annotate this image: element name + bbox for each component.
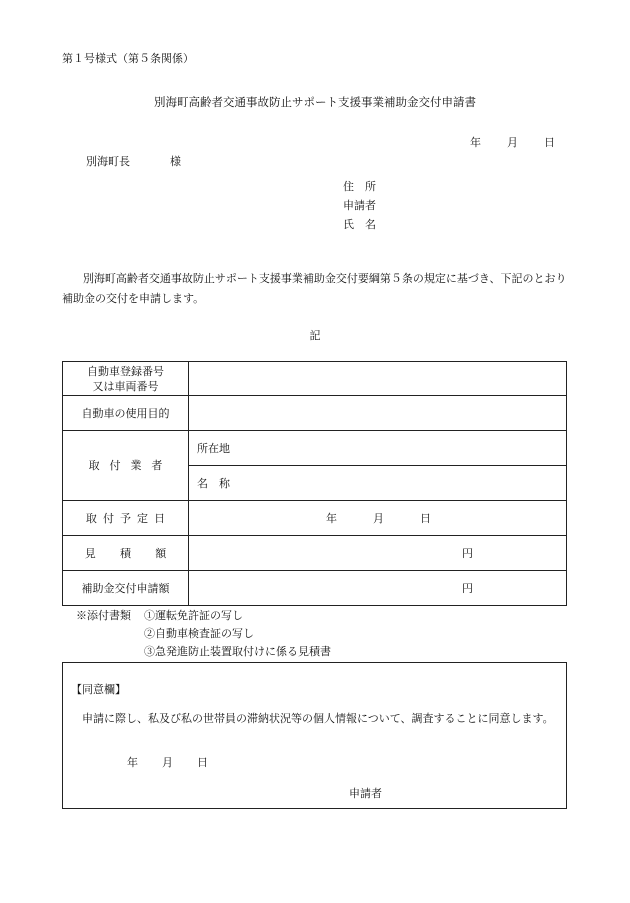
document-title: 別海町高齢者交通事故防止サポート支援事業補助金交付申請書 <box>154 95 476 109</box>
installer-name-field[interactable] <box>189 466 567 501</box>
consent-year: 年 <box>127 756 138 769</box>
subsidy-amount-label: 補助金交付申請額 <box>63 571 189 606</box>
applicant-label: 申請者 <box>343 199 376 212</box>
table-row <box>63 571 567 606</box>
application-table <box>62 361 567 606</box>
table-row <box>63 396 567 431</box>
consent-text: 申請に際し、私及び私の世帯員の滞納状況等の個人情報について、調査することに同意します。 <box>82 712 554 725</box>
table-row <box>63 501 567 536</box>
consent-heading: 【同意欄】 <box>71 683 126 696</box>
consent-day: 日 <box>197 756 208 769</box>
installer-address-field[interactable] <box>189 431 567 466</box>
attachments-heading: ※添付書類 <box>76 609 131 622</box>
date-year: 年 <box>470 136 481 149</box>
consent-date <box>127 754 208 770</box>
estimate-unit: 円 <box>462 547 473 560</box>
install-month: 月 <box>373 512 384 525</box>
table-row <box>63 362 567 396</box>
usage-purpose-field[interactable] <box>189 396 567 431</box>
subsidy-amount-unit: 円 <box>462 582 473 595</box>
install-day: 日 <box>420 512 431 525</box>
installer-label: 取付業者 <box>63 431 189 501</box>
vehicle-number-label: 自動車登録番号 又は車両番号 <box>63 362 189 396</box>
estimate-label: 見 積 額 <box>63 536 189 571</box>
install-year: 年 <box>326 512 337 525</box>
applicant-name-label: 氏 名 <box>343 218 376 231</box>
consent-applicant-label: 申請者 <box>349 787 382 800</box>
body-text: 別海町高齢者交通事故防止サポート支援事業補助金交付要綱第５条の規定に基づき、下記のとおり補助金の交付を申請します。 <box>62 272 567 305</box>
consent-month: 月 <box>162 756 173 769</box>
install-date-label: 取付予定日 <box>63 501 189 536</box>
install-date-field[interactable] <box>189 501 567 536</box>
attachments-list-2 <box>76 625 254 643</box>
installer-name-label: 名 称 <box>197 477 230 490</box>
attachments-list <box>76 607 243 625</box>
table-row <box>63 431 567 466</box>
vehicle-number-field[interactable] <box>189 362 567 396</box>
applicant-address-label: 住 所 <box>343 180 376 193</box>
estimate-field[interactable] <box>189 536 567 571</box>
attachment-item: ③急発進防止装置取付けに係る見積書 <box>144 645 331 658</box>
attachment-item: ②自動車検査証の写し <box>144 627 254 640</box>
usage-purpose-label: 自動車の使用目的 <box>63 396 189 431</box>
installer-address-label: 所在地 <box>197 442 230 455</box>
form-number: 第１号様式（第５条関係） <box>62 52 194 65</box>
ki-heading: 記 <box>309 329 321 342</box>
attachments-list-3 <box>76 643 331 661</box>
date-line <box>470 134 555 150</box>
consent-box <box>62 662 567 809</box>
table-row <box>63 536 567 571</box>
addressee <box>86 153 181 169</box>
subsidy-amount-field[interactable] <box>189 571 567 606</box>
addressee-name: 別海町長 <box>86 155 130 168</box>
attachment-item: ①運転免許証の写し <box>144 609 243 622</box>
addressee-suffix: 様 <box>170 155 181 168</box>
date-month: 月 <box>507 136 518 149</box>
date-day: 日 <box>544 136 555 149</box>
